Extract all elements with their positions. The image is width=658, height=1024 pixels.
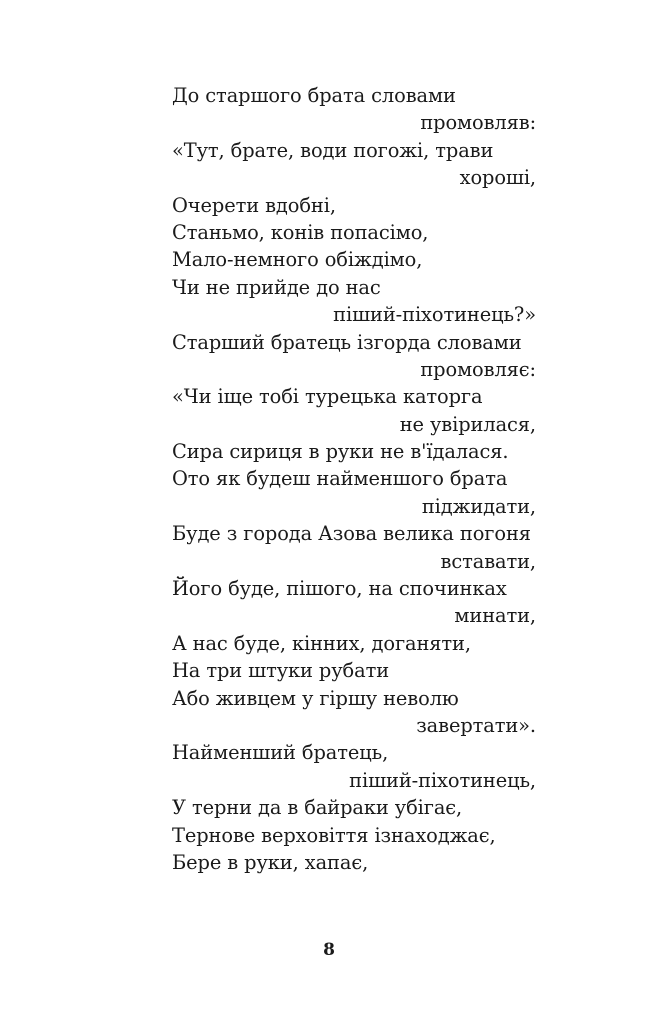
poem-line: піший-піхотинець, (349, 768, 536, 792)
poem-line: завертати». (416, 713, 536, 737)
poem-line: «Чи іще тобі турецька каторга (172, 385, 483, 409)
poem-line: Чи не прийде до нас (172, 275, 381, 299)
poem-line: Мало-немного обіждімо, (172, 248, 423, 272)
poem-line: Старший братець ізгорда словами (172, 330, 522, 354)
poem-line: Тернове верховіття ізнаходжає, (172, 823, 496, 847)
poem-line: «Тут, брате, води погожі, трави (172, 138, 494, 162)
poem-line: хороші, (459, 166, 536, 190)
poem-line: До старшого брата словами (172, 84, 456, 107)
poem-line: піджидати, (421, 494, 536, 518)
poem-line: промовляв: (420, 111, 536, 135)
poem-line: Буде з города Азова велика погоня (172, 522, 531, 546)
poem-line: А нас буде, кінних, доганяти, (172, 631, 471, 655)
poem-line: Бере в руки, хапає, (172, 850, 369, 874)
poem-line: На три штуки рубати (172, 659, 390, 683)
poem-line: Станьмо, конів попасімо, (172, 220, 429, 244)
poem-line: Очерети вдобні, (172, 193, 336, 217)
poem-line: У терни да в байраки убігає, (172, 796, 463, 820)
poem-line: Ото як будеш найменшого брата (172, 467, 508, 491)
poem-line: Його буде, пішого, на спочинках (172, 577, 507, 601)
poem-line: минати, (454, 604, 536, 628)
poem-line: не увірилася, (399, 412, 536, 436)
poem-line: Сира сириця в руки не в'їдалася. (172, 440, 509, 464)
poem-line: Найменший братець, (172, 741, 389, 765)
poem-line: вставати, (440, 549, 536, 573)
poem-line: піший-піхотинець?» (333, 303, 536, 327)
poem-line: Або живцем у гіршу неволю (172, 686, 459, 710)
poem-text (172, 82, 536, 876)
page-number: 8 (323, 940, 335, 960)
poem-line: промовляє: (420, 357, 536, 381)
